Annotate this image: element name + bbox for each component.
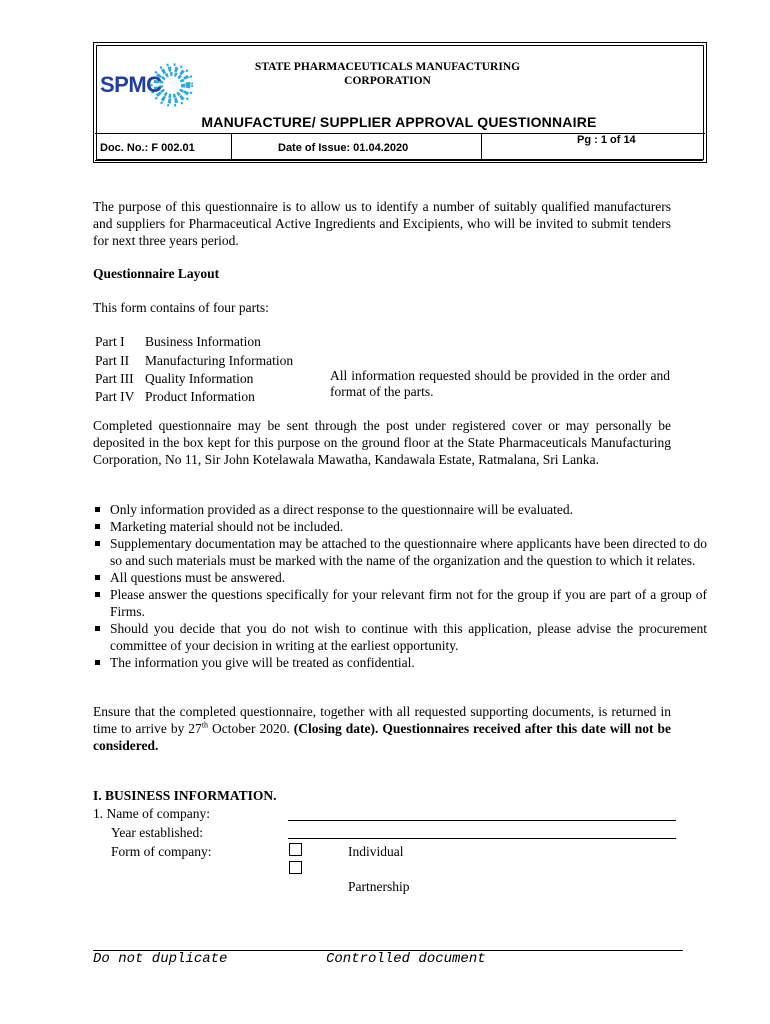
part-item xyxy=(95,370,253,388)
page-number: Pg : 1 of 14 xyxy=(577,134,636,146)
corporation-name xyxy=(220,60,555,88)
questionnaire-title: MANUFACTURE/ SUPPLIER APPROVAL QUESTIONNAIRE xyxy=(201,114,597,130)
corp-line-1: STATE PHARMACEUTICALS MANUFACTURING xyxy=(254,61,521,73)
business-info-heading: I. BUSINESS INFORMATION. xyxy=(93,788,277,803)
part-name: Quality Information xyxy=(145,371,254,386)
footer-controlled-document: Controlled document xyxy=(326,951,486,967)
part-number: Part IV xyxy=(95,389,135,404)
instructions-list xyxy=(93,501,707,671)
part-name: Product Information xyxy=(145,389,255,404)
bullet-icon xyxy=(95,524,100,529)
intro-paragraph: The purpose of this questionnaire is to allow us to identify a number of suitably qualified manufacturers and suppliers for Pharmaceutical Active Ingredients and Excipients, who will be invited to submit tenders for next three years period. xyxy=(93,199,671,248)
completed-paragraph: Completed questionnaire may be sent through the post under registered cover or may personally be deposited in the box kept for this purpose on the ground floor at the State Pharmaceuticals Manufacturing Corporation, No 11, Sir John Kotelawala Mawatha, Kandawala Estate, Ratmalana, Sri Lanka. xyxy=(93,418,671,467)
part-number: Part II xyxy=(95,353,130,368)
doc-number: Doc. No.: F 002.01 xyxy=(100,142,195,154)
corp-line-2: CORPORATION xyxy=(344,75,431,87)
bullet-icon xyxy=(95,660,100,665)
year-established-label: Year established: xyxy=(111,825,203,840)
bullet-icon xyxy=(95,626,100,631)
bullet-icon xyxy=(95,507,100,512)
part-number: Part I xyxy=(95,334,125,349)
company-name-field[interactable] xyxy=(288,820,676,821)
list-item: All questions must be answered. xyxy=(93,569,707,586)
closing-date-paragraph: Ensure that the completed questionnaire, together with all requested supporting documents, is returned in time to arrive by 27th October 2020. (Closing date). Questionnaires received after this date will not be considered. xyxy=(93,704,671,753)
part-number: Part III xyxy=(95,371,134,386)
list-item: Marketing material should not be included. xyxy=(93,518,707,535)
date-of-issue: Date of Issue: 01.04.2020 xyxy=(278,142,409,154)
contains-text: This form contains of four parts: xyxy=(93,300,269,315)
individual-checkbox[interactable] xyxy=(289,843,302,856)
partnership-checkbox[interactable] xyxy=(289,861,302,874)
company-name-label: 1. Name of company: xyxy=(93,806,210,821)
list-item: Supplementary documentation may be attached to the questionnaire where applicants have been directed to do so and such materials must be marked with the name of the organization and the question to which it relates. xyxy=(93,535,707,569)
bullet-icon xyxy=(95,575,100,580)
closing-date-warning: (Closing date). Questionnaires received after this date will not be considered. xyxy=(93,721,671,753)
spmc-logo xyxy=(98,63,193,107)
form-of-company-label: Form of company: xyxy=(111,844,212,859)
part-item xyxy=(95,352,293,370)
part-item xyxy=(95,388,255,406)
list-item: Only information provided as a direct response to the questionnaire will be evaluated. xyxy=(93,501,707,518)
part-name: Business Information xyxy=(145,334,261,349)
partnership-option-label: Partnership xyxy=(348,879,410,894)
part-item xyxy=(95,333,261,351)
individual-option-label: Individual xyxy=(348,844,404,859)
list-item: Please answer the questions specifically for your relevant firm not for the group if you are part of a group of Firms. xyxy=(93,586,707,620)
all-info-note: All information requested should be provided in the order and format of the parts. xyxy=(330,368,670,399)
year-established-field[interactable] xyxy=(288,838,676,839)
logo-text: SPMC xyxy=(100,72,162,97)
footer-do-not-duplicate: Do not duplicate xyxy=(93,951,228,967)
list-item: The information you give will be treated as confidential. xyxy=(93,654,707,671)
list-item: Should you decide that you do not wish to continue with this application, please advise the procurement committee of your decision in writing at the earliest opportunity. xyxy=(93,620,707,654)
bullet-icon xyxy=(95,592,100,597)
bullet-icon xyxy=(95,541,100,546)
layout-heading: Questionnaire Layout xyxy=(93,266,220,281)
part-name: Manufacturing Information xyxy=(145,353,294,368)
